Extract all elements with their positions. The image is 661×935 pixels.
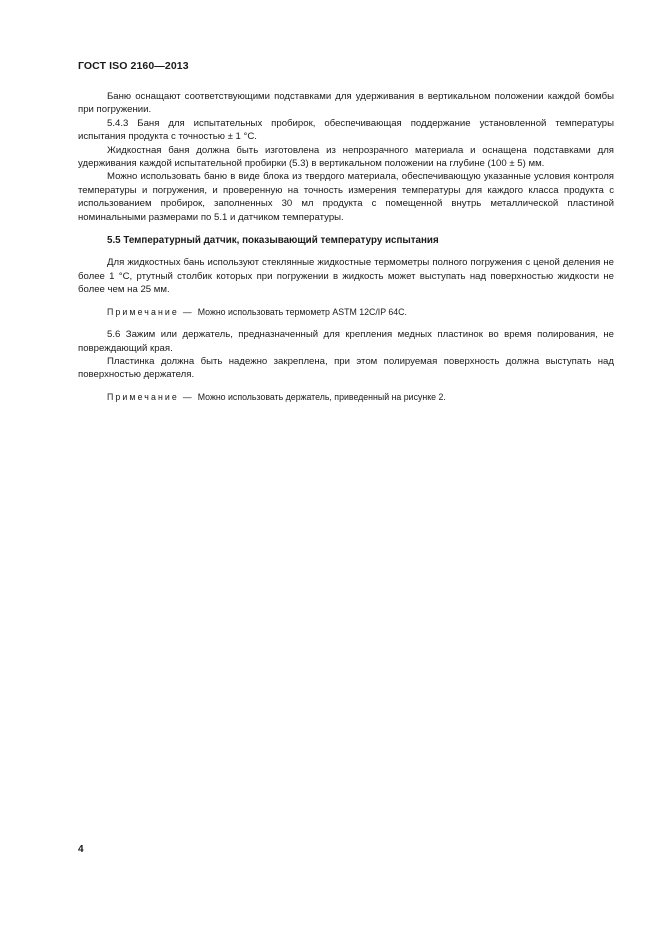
page-body <box>78 90 614 413</box>
note-dash: — <box>182 391 192 402</box>
note-label: Примечание <box>107 391 179 402</box>
paragraph-thermometers: Для жидкостных бань используют стеклянные жидкостные термометры полного погружения с ценой деления не более 1 °С, ртутный столбик которых при погружении в жидкость может выступать над поверхностью жидкости не более чем на 25 мм. <box>78 257 614 296</box>
note-holder <box>78 391 614 404</box>
note-dash: — <box>182 306 192 317</box>
paragraph-block-bath: Можно использовать баню в виде блока из твердого материала, обеспечивающую указанные условия контроля температуры и погружения, и проверенную на точность измерения температуры для каждого класса продукта с использованием пробирок, заполненных 30 мл продукта с помещенной внутрь металлической пластиной номинальными размерами по 5.1 и датчиком температуры. <box>78 171 614 223</box>
note-label: Примечание <box>107 306 179 317</box>
paragraph-plate-fixing: Пластинка должна быть надежно закреплена, при этом полируемая поверхность должна выступать над поверхностью держателя. <box>78 355 614 381</box>
paragraph-5-4-3: 5.4.3 Баня для испытательных пробирок, обеспечивающая поддержание установленной температуры испытания продукта с точностью ± 1 °С. <box>78 117 614 143</box>
section-heading-5-5: 5.5 Температурный датчик, показывающий температуру испытания <box>107 235 439 247</box>
note-thermometer <box>78 306 614 319</box>
paragraph-5-6: 5.6 Зажим или держатель, предназначенный для крепления медных пластинок во время полирования, не повреждающий края. <box>78 329 614 354</box>
paragraph-bath-supports: Баню оснащают соответствующими подставками для удерживания в вертикальном положении каждой бомбы при погружении. <box>78 91 614 116</box>
note-text: Можно использовать термометр ASTM 12C/IP 64C. <box>197 306 407 317</box>
note-text: Можно использовать держатель, приведенный на рисунке 2. <box>197 391 446 402</box>
page-number: 4 <box>78 844 84 855</box>
standard-designation: ГОСТ ISO 2160—2013 <box>78 60 189 72</box>
paragraph-liquid-bath: Жидкостная баня должна быть изготовлена из непрозрачного материала и оснащена подставками для удерживания каждой испытательной пробирки (5.3) в вертикальном положении на глубине (100 ± 5) мм. <box>78 144 614 170</box>
